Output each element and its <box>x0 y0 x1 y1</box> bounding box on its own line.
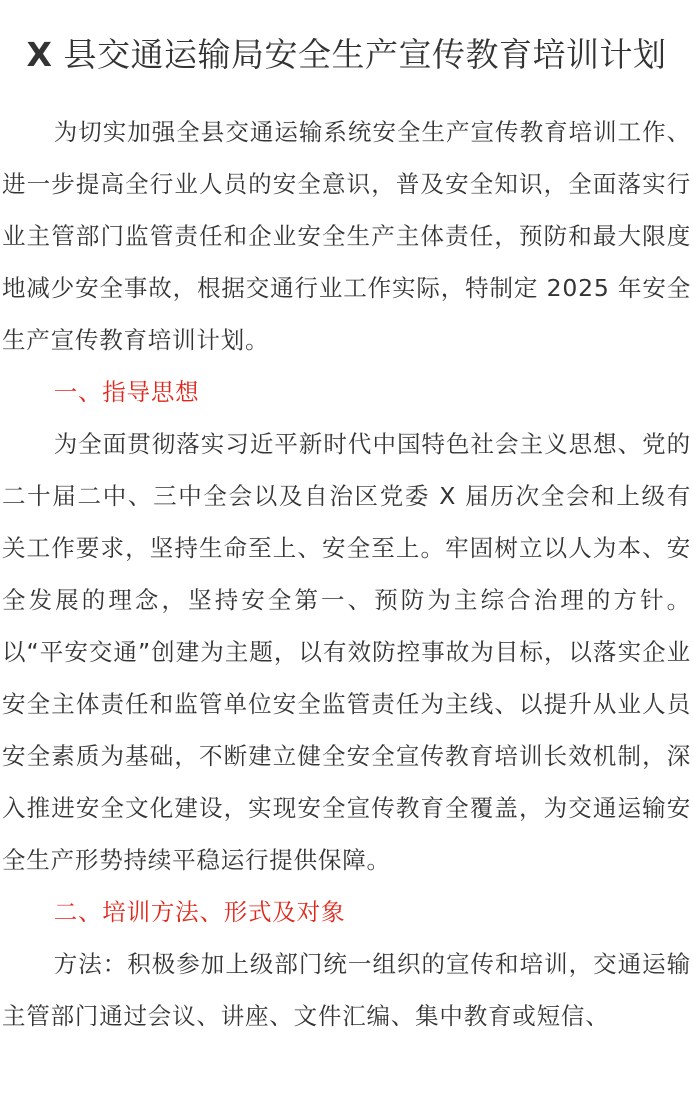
title-prefix: X <box>26 35 53 74</box>
intro-paragraph: 为切实加强全县交通运输系统安全生产宣传教育培训工作、进一步提高全行业人员的安全意识，普及安全知识，全面落实行业主管部门监管责任和企业安全生产主体责任，预防和最大限度地减少安全事故，根据交通行业工作实际，特制定 2025 年安全生产宣传教育培训计划。 <box>2 118 691 354</box>
document-body <box>2 106 691 1042</box>
title-text: 县交通运输局安全生产宣传教育培训计划 <box>52 35 667 74</box>
document-title <box>2 0 691 80</box>
training-methods-paragraph: 方法：积极参加上级部门统一组织的宣传和培训，交通运输主管部门通过会议、讲座、文件汇编、集中教育或短信、 <box>2 950 691 1030</box>
section-heading-training-methods: 二、培训方法、形式及对象 <box>53 898 346 926</box>
guiding-ideology-paragraph: 为全面贯彻落实习近平新时代中国特色社会主义思想、党的二十届二中、三中全会以及自治区党委 X 届历次全会和上级有关工作要求，坚持生命至上、安全至上。牢固树立以人为本、安全发展的理念，坚持安全第一、预防为主综合治理的方针。以“平安交通”创建为主题，以有效防控事故为目标，以落实企业安全主体责任和监管单位安全监管责任为主线、以提升从业人员安全素质为基础，不断建立健全安全宣传教育培训长效机制，深入推进安全文化建设，实现安全宣传教育全覆盖，为交通运输安全生产形势持续平稳运行提供保障。 <box>2 430 691 874</box>
section-heading-guiding-ideology: 一、指导思想 <box>53 378 200 406</box>
